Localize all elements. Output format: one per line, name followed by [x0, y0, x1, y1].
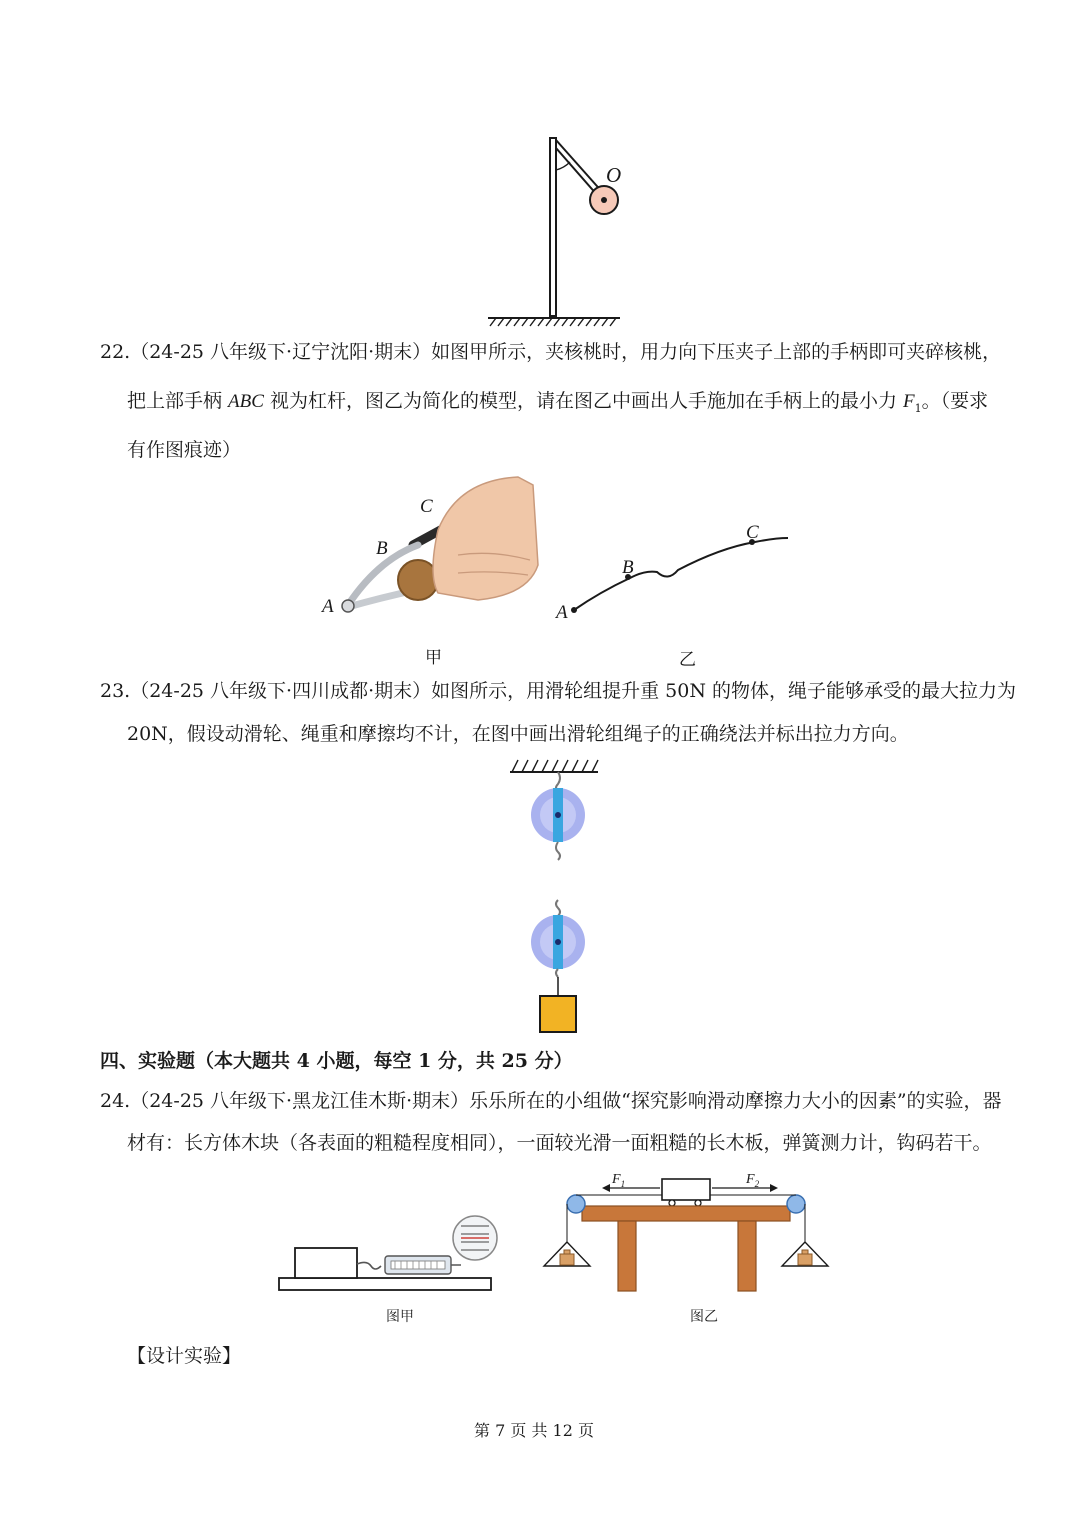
yi-label-a: A	[556, 602, 568, 623]
force-f1-symbol: F	[903, 391, 915, 412]
q22-line-2-b: 视为杠杆，图乙为简化的模型，请在图乙中画出人手施加在手柄上的最小力	[263, 390, 904, 412]
figure-jia-caption: 甲	[425, 648, 442, 668]
jia-label-b: B	[376, 538, 388, 559]
friction-setup-jia	[275, 1212, 505, 1297]
stand-pivot-figure	[480, 130, 640, 330]
q22-line-2-a: 把上部手柄	[127, 390, 229, 412]
force-f2-label: $F_2$	[746, 1172, 760, 1189]
pulley-system-figure	[500, 752, 610, 1037]
q22-line-2-c: 。（要求	[921, 390, 989, 412]
q22-line-1: 22.（24-25 八年级下·辽宁沈阳·期末）如图甲所示，夹核桃时，用力向下压夹子上部的手柄即可夹碎核桃，	[100, 341, 1002, 363]
q23-line-1: 23.（24-25 八年级下·四川成都·期末）如图所示，用滑轮组提升重 50N 的物体，绳子能够承受的最大拉力为	[100, 680, 1016, 702]
friction-setup-yi	[540, 1170, 835, 1298]
figure-jia-caption-q24: 图甲	[386, 1309, 414, 1325]
q22-line-3: 有作图痕迹）	[127, 439, 242, 461]
q24-line-2: 材有：长方体木块（各表面的粗糙程度相同），一面较光滑一面粗糙的长木板，弹簧测力计，钩码若干。	[127, 1132, 992, 1154]
q23-line-2: 20N，假设动滑轮、绳重和摩擦均不计，在图中画出滑轮组绳子的正确绕法并标出拉力方向。	[127, 723, 909, 745]
jia-label-a: A	[322, 596, 334, 617]
figure-yi-caption: 乙	[679, 650, 696, 670]
figure-yi-caption-q24: 图乙	[690, 1309, 718, 1325]
yi-label-b: B	[622, 557, 634, 578]
jia-label-c: C	[420, 496, 433, 517]
force-f1-subscript: 1	[914, 401, 922, 415]
weight-block	[540, 996, 576, 1032]
yi-label-c: C	[746, 522, 759, 543]
q24-line-1: 24.（24-25 八年级下·黑龙江佳木斯·期末）乐乐所在的小组做“探究影响滑动摩擦力大小的因素”的实验，器	[100, 1090, 1002, 1112]
q22-line-2	[127, 389, 988, 421]
section-4-heading: 四、实验题（本大题共 4 小题，每空 1 分，共 25 分）	[100, 1050, 573, 1072]
pivot-label-o: O	[606, 163, 622, 187]
page-footer: 第 7 页 共 12 页	[474, 1421, 594, 1440]
force-f1-label: $F_1$	[612, 1172, 626, 1189]
lever-model-figure	[560, 530, 800, 620]
lever-abc-label: ABC	[228, 391, 264, 412]
design-experiment-heading: 【设计实验】	[127, 1345, 242, 1367]
